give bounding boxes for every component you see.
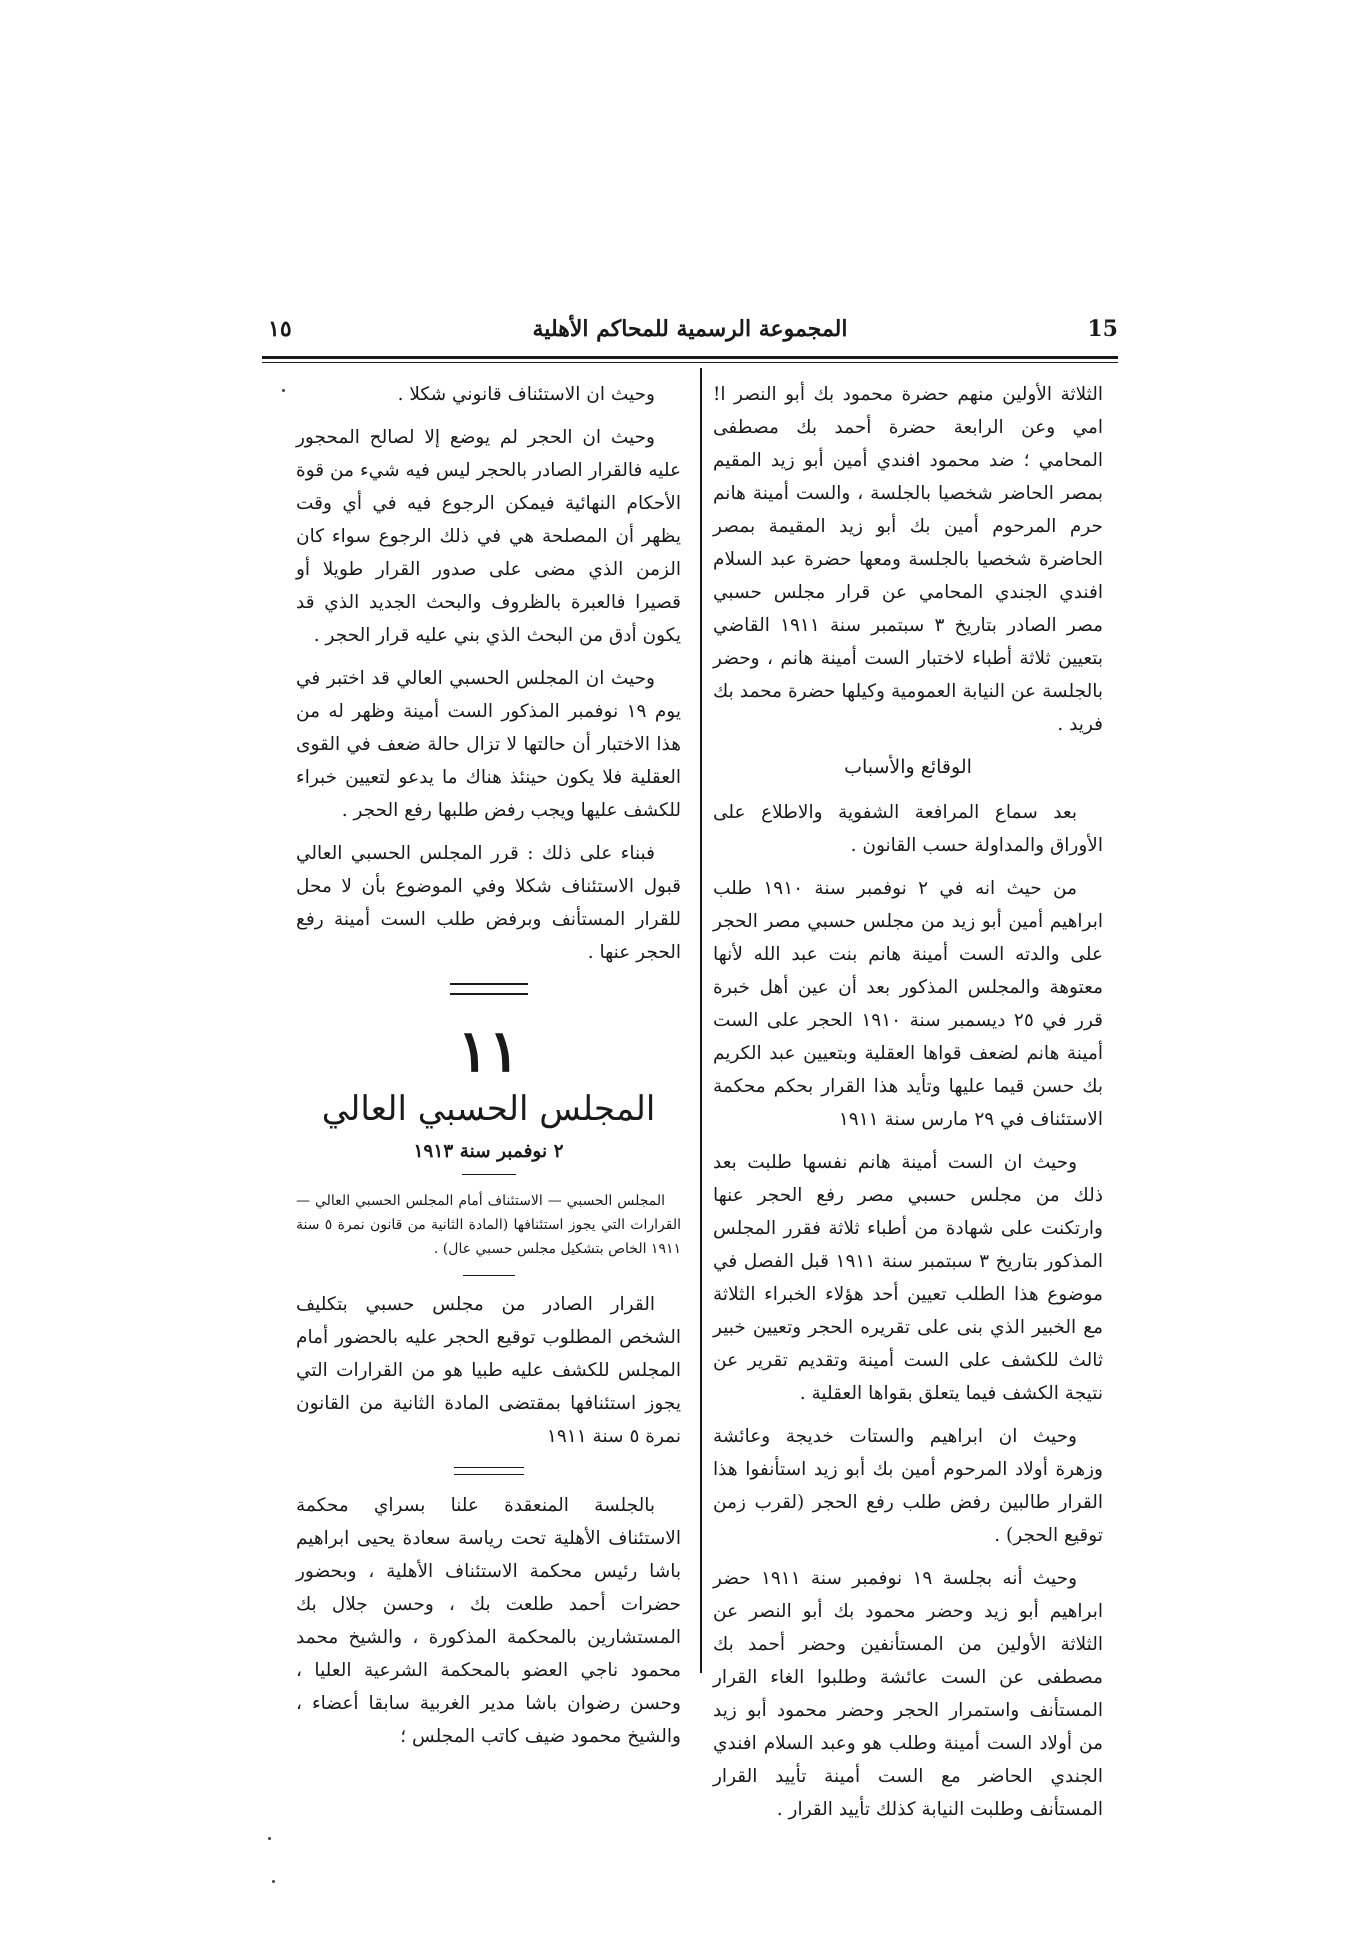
header-rule-thick [262, 356, 1118, 359]
header-rule-thin [262, 362, 1118, 363]
paragraph-parties: الثلاثة الأولين منهم حضرة محمود بك أبو النصر ا! امي وعن الرابعة حضرة أحمد بك مصطفى المحامي ؛ ضد محمود افندي أمين أبو زيد المقيم بمصر الحاضر شخصيا بالجلسة ، والست أمينة هانم حرم المرحوم أمين بك أبو زيد المقيمة بمصر الحاضرة شخصيا بالجلسة ومعها حضرة عبد السلام افندي الجندي المحامي عن قرار مجلس حسبي مصر الصادر بتاريخ ٣ سبتمبر سنة ١٩١١ القاضي بتعيين ثلاثة أطباء لاختبار الست أمينة هانم ، وحضر بالجلسة عن النيابة العمومية وكيلها حضرة محمد بك فريد . [713, 384, 1104, 735]
left-column [296, 378, 681, 1763]
paragraph-facts-4: وحيث أنه بجلسة ١٩ نوفمبر سنة ١٩١١ حضر ابراهيم أبو زيد وحضر محمود بك أبو النصر عن الثلاثة الأولين من المستأنفين وحضر أحمد بك مصطفى عن الست عائشة وطلبوا الغاء القرار المستأنف واستمرار الحجر وحضر محمود أبو زيد من أولاد الست أمينة وطلب هو وعبد السلام افندي الجندي الحاضر مع الست أمينة تأييد القرار المستأنف وطلبت النيابة كذلك تأييد القرار . [713, 1568, 1103, 1820]
case-divider [450, 983, 528, 995]
summary-divider [463, 1275, 515, 1276]
case-summary: المجلس الحسبي — الاستئناف أمام المجلس الحسبي العالي — القرارات التي يجوز استئنافها (المادة الثانية من قانون نمرة ٥ سنة ١٩١١ الخاص بتشكيل مجلس حسبي عال) . [296, 1193, 681, 1257]
paragraph-reasoning-1: وحيث ان الاستئناف قانوني شكلا . [397, 384, 655, 405]
page-number-arabic: ١٥ [268, 316, 292, 342]
paragraph-reasoning-2: وحيث ان الحجر لم يوضع إلا لصالح المحجور عليه فالقرار الصادر بالحجر ليس فيه شيء من قوة الأحكام النهائية فيمكن الرجوع فيه في أي وقت يظهر أن المصلحة هي في ذلك الرجوع سواء كان الزمن الذي مضى على صدور القرار طويلا أو قصيرا فالعبرة بالظروف والبحث الجديد الذي قد يكون أدق من البحث الذي بني عليه قرار الحجر . [296, 427, 681, 646]
paragraph-hearing: بعد سماع المرافعة الشفوية والاطلاع على الأوراق والمداولة حسب القانون . [713, 802, 1103, 856]
scan-speck [282, 389, 285, 392]
case-title: المجلس الحسبي العالي [321, 1089, 656, 1129]
scan-speck [268, 1837, 271, 1840]
scan-speck [272, 1880, 275, 1883]
principle-divider [454, 1467, 524, 1475]
paragraph-reasoning-3: وحيث ان المجلس الحسبي العالي قد اختبر في يوم ١٩ نوفمبر المذكور الست أمينة وظهر له من هذا الاختبار أن حالتها لا تزال حالة ضعف في القوى العقلية فلا يكون حينئذ هناك ما يدعو لتعيين خبراء للكشف عليها ويجب رفض طلبها رفع الحجر . [296, 668, 681, 821]
paragraph-facts-3: وحيث ان ابراهيم والستات خديجة وعائشة وزهرة أولاد المرحوم أمين بك أبو زيد استأنفوا هذا القرار طالبين رفض طلب رفع الحجر (لقرب زمن توقيع الحجر) . [713, 1426, 1103, 1546]
paragraph-session: بالجلسة المنعقدة علنا بسراي محكمة الاستئناف الأهلية تحت رياسة سعادة يحيى ابراهيم باشا رئيس محكمة الاستئناف الأهلية ، وبحضور حضرات أحمد طلعت بك ، وحسن جلال بك المستشارين بالمحكمة المذكورة ، والشيخ محمد محمود ناجي العضو بالمحكمة الشرعية العليا ، وحسن رضوان باشا مدير الغربية سابقا أعضاء ، والشيخ محمود ضيف كاتب المجلس ؛ [296, 1495, 681, 1747]
publication-title: المجموعة الرسمية للمحاكم الأهلية [532, 316, 848, 342]
column-separator [700, 368, 702, 1673]
paragraph-facts-1: من حيث انه في ٢ نوفمبر سنة ١٩١٠ طلب ابراهيم أمين أبو زيد من مجلس حسبي مصر الحجر على والدته الست أمينة هانم بنت عبد الله لأنها معتوهة والمجلس المذكور بعد أن عين أهل خبرة قرر في ٢٥ ديسمبر سنة ١٩١٠ الحجر على الست أمينة هانم لضعف قواها العقلية وبتعيين عبد الكريم بك حسن قيما عليها وتأيد هذا القرار بحكم محكمة الاستئناف في ٢٩ مارس سنة ١٩١١ [713, 878, 1104, 1130]
page-number-latin: 15 [1087, 316, 1118, 342]
paragraph-principle: القرار الصادر من مجلس حسبي بتكليف الشخص المطلوب توقيع الحجر عليه بالحضور أمام المجلس للكشف عليه طبيا هو من القرارات التي يجوز استئنافها بمقتضى المادة الثانية من القانون نمرة ٥ سنة ١٩١١ [296, 1294, 681, 1447]
paragraph-facts-2: وحيث ان الست أمينة هانم نفسها طلبت بعد ذلك من مجلس حسبي مصر رفع الحجر عنها وارتكنت على شهادة من أطباء ثلاثة فقرر المجلس المذكور بتاريخ ٣ سبتمبر سنة ١٩١١ قبل الفصل في موضوع هذا الطلب تعيين أحد هؤلاء الخبراء الثلاثة مع الخبير الذي بنى على تقريره الحجر وتعيين خبير ثالث للكشف على الست أمينة وتقديم تقرير عن نتيجة الكشف فيما يتعلق بقواها العقلية . [713, 1152, 1104, 1404]
date-underline [462, 1174, 516, 1175]
right-column [713, 378, 1103, 1836]
paragraph-decision: فبناء على ذلك : قرر المجلس الحسبي العالي قبول الاستئناف شكلا وفي الموضوع بأن لا محل للقرار المستأنف وبرفض طلب الست أمينة رفع الحجر عنها . [296, 843, 681, 963]
case-number: ١١ [457, 1017, 520, 1085]
case-date: ٢ نوفمبر سنة ١٩١٣ [413, 1141, 564, 1162]
section-title: الوقائع والأسباب [844, 756, 972, 778]
running-header [262, 316, 1118, 350]
